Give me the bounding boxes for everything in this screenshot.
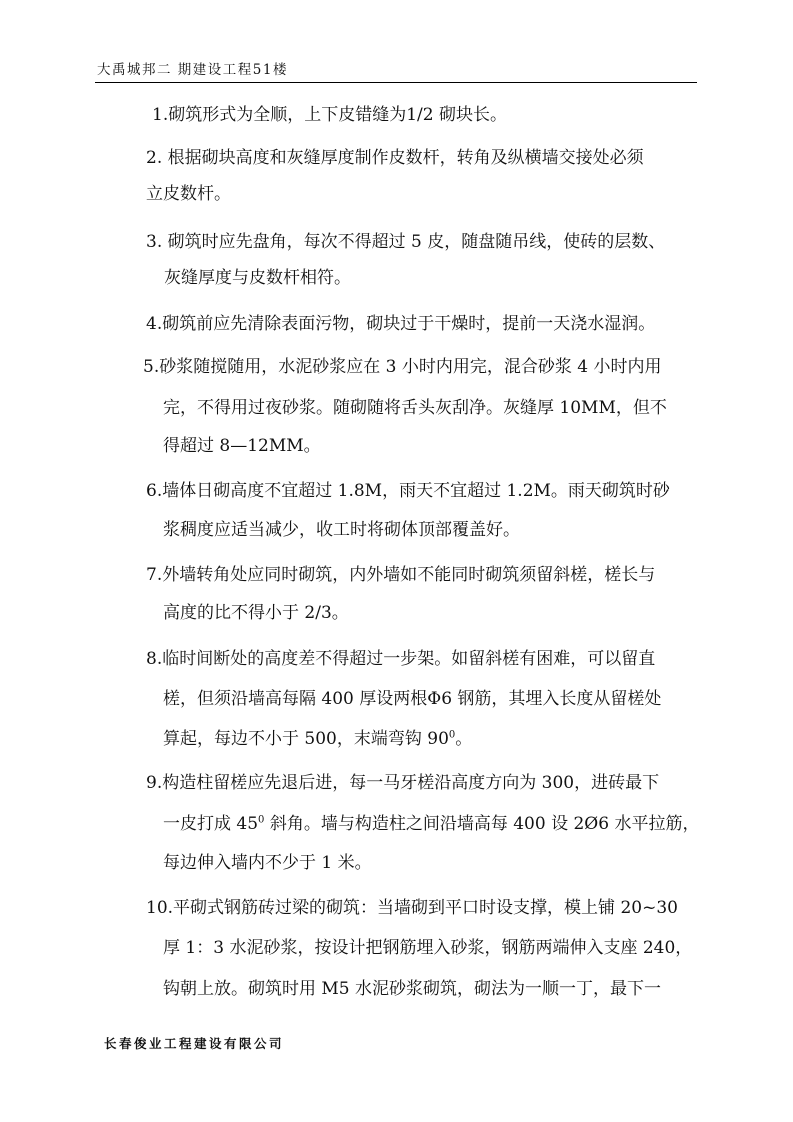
item-8-line-2: 槎，但须沿墙高每隔 400 厚设两根Φ6 钢筋，其埋入长度从留槎处 <box>163 689 662 709</box>
degree-superscript: 0 <box>258 814 265 826</box>
page-header <box>95 58 697 83</box>
item-5-line-1: 5.砂浆随搅随用，水泥砂浆应在 3 小时内用完，混合砂浆 4 小时内用 <box>143 357 662 377</box>
item-9-line-2 <box>163 813 699 835</box>
footer-company: 长春俊业工程建设有限公司 <box>104 1036 285 1051</box>
item-6-line-2: 浆稠度应适当减少，收工时将砌体顶部覆盖好。 <box>163 520 520 540</box>
item-8-line-3-text: 算起，每边不小于 500，末端弯钩 90 <box>163 729 449 749</box>
item-4-line-1: 4.砌筑前应先清除表面污物，砌块过于干燥时，提前一天浇水湿润。 <box>146 314 656 334</box>
item-2-line-2: 立皮数杆。 <box>146 184 231 204</box>
item-9-line-3: 每边伸入墙内不少于 1 米。 <box>163 853 372 873</box>
item-8-line-3 <box>163 728 472 750</box>
item-9-line-2-end: 斜角。墙与构造柱之间沿墙高每 400 设 2Ø6 水平拉筋， <box>264 814 700 834</box>
item-8-line-1: 8.临时间断处的高度差不得超过一步架。如留斜槎有困难，可以留直 <box>146 649 656 669</box>
item-3-line-1: 3. 砌筑时应先盘角，每次不得超过 5 皮，随盘随吊线，使砖的层数、 <box>146 232 666 252</box>
item-6-line-1: 6.墙体日砌高度不宜超过 1.8M，雨天不宜超过 1.2M。雨天砌筑时砂 <box>146 481 670 501</box>
item-8-line-3-end: 。 <box>455 729 473 749</box>
item-9-line-2-start: 一皮打成 45 <box>163 814 259 834</box>
item-5-line-2: 完，不得用过夜砂浆。随砌随将舌头灰刮净。灰缝厚 10MM，但不 <box>163 398 667 418</box>
item-1-line-1: 1.砌筑形式为全顺，上下皮错缝为1/2 砌块长。 <box>152 105 507 125</box>
header-title: 大禹城邦二 期建设工程51楼 <box>97 62 288 78</box>
item-10-line-3: 钩朝上放。砌筑时用 M5 水泥砂浆砌筑，砌法为一顺一丁，最下一 <box>163 979 662 999</box>
item-9-line-1: 9.构造柱留槎应先退后进，每一马牙槎沿高度方向为 300，进砖最下 <box>146 773 660 793</box>
item-7-line-2: 高度的比不得小于 2/3。 <box>163 603 349 623</box>
item-3-line-2: 灰缝厚度与皮数杆相符。 <box>164 268 351 288</box>
item-10-line-1: 10.平砌式钢筋砖过梁的砌筑：当墙砌到平口时设支撑，模上铺 20~30 <box>146 898 678 918</box>
item-10-line-2: 厚 1：3 水泥砂浆，按设计把钢筋埋入砂浆，钢筋两端伸入支座 240， <box>163 938 693 958</box>
item-5-line-3: 得超过 8—12MM。 <box>163 436 321 456</box>
item-7-line-1: 7.外墙转角处应同时砌筑，内外墙如不能同时砌筑须留斜槎，槎长与 <box>146 565 656 585</box>
item-2-line-1: 2. 根据砌块高度和灰缝厚度制作皮数杆，转角及纵横墙交接处必须 <box>146 148 644 168</box>
degree-superscript: 0 <box>448 729 456 741</box>
